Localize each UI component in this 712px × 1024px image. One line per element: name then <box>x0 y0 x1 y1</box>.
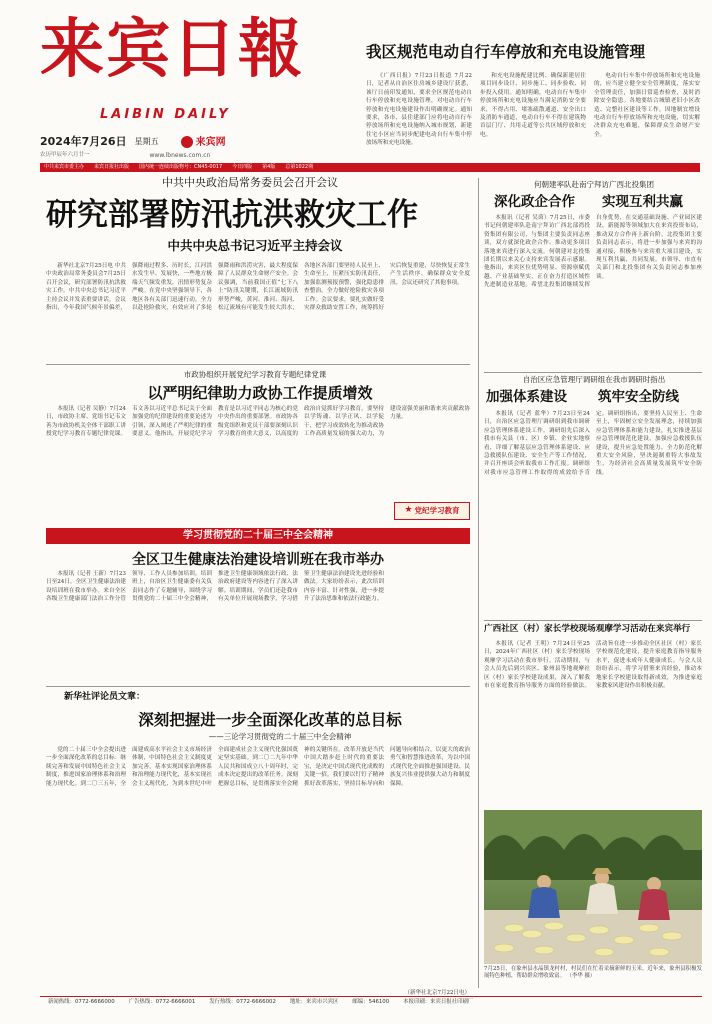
photo-illustration <box>484 810 702 964</box>
commentary-subhead: ——三论学习贯彻党的二十届三中全会精神 <box>208 732 352 741</box>
right-mid-headline-b: 筑牢安全防线 <box>598 389 679 405</box>
site-url[interactable]: www.lbnews.com.cn <box>149 151 211 159</box>
column-divider <box>478 178 479 988</box>
commentary-body: 党的二十届三中全会提出进一步全面深化改革的总目标：继续完善和发展中国特色社会主义制度，推进国家治理体系和治理能力现代化。到二〇三五年，全面建成高水平社会主义市场经济体制，中国特色社会主义制度更加完善，基本实现国家治理体系和治理能力现代化，基本实现社会主义现代化，为到本世纪中叶全面建成社会主义现代化强国奠定坚实基础。到二〇二九年中华人民共和国成立八十周年时，完成本决定提出的改革任务。深刻把握总目标，是贯彻落实全会精神的关键所在。改革开放是当代中国大踏步赶上时代的重要法宝，是决定中国式现代化成败的关键一招。我们要以钉钉子精神抓好改革落实，坚持目标导向和问题导向相结合，以更大的政治勇气和智慧推进改革，为以中国式现代化全面推进强国建设、民族复兴伟业提供强大动力和制度保障。 <box>46 747 470 787</box>
info-bar-item: 第4版 <box>262 164 276 171</box>
lunar-date: 农历甲辰年六月廿一 <box>40 152 90 158</box>
masthead-title: 来宾日報 <box>40 12 304 87</box>
site-logo-icon <box>181 136 193 148</box>
right-low-headline: 广西社区（村）家长学校现场观摩学习活动在来宾举行 <box>484 624 691 634</box>
footer-item: 地址：来宾市兴宾区 <box>289 998 339 1005</box>
masthead <box>40 12 340 159</box>
info-bar-item: 国内统一连续出版物号：CN45-0017 <box>139 164 223 171</box>
issue-weekday: 星期五 <box>134 137 159 147</box>
info-bar-item: 今日四版 <box>232 164 253 171</box>
right-mid-headline-a: 加强体系建设 <box>486 389 567 405</box>
top-story-col-1: 《广西日报》7月23日报道 7月22日，记者从自治区住房城乡建设厅获悉，该厅日前印发通知，要求全区规范电动自行车停放和充电设施管理，对电动自行车停放和充电设施建设作出明确规定。通知要求，各市、县住建部门应将电动自行车停放场所和充电设施纳入城市规划，新建住宅小区应当同步配建电动自行车集中停放场所和充电设施。 <box>366 73 472 147</box>
commission-body: 本报讯（记者 吴静）7月24日，市政协主席、党组书记韦文善为市政协机关全体干部职工讲授党纪学习教育专题纪律党课。韦文善以习近平总书记关于全面加强党的纪律建设的重要论述为引领，深入阐述了严明纪律的重要意义。他指出，开展党纪学习教育是以习近平同志为核心的党中央作出的重要部署。市政协各级党组织和党员干部要深刻认识学习教育的重大意义，以高度的政治自觉抓好学习教育。要坚持以学铸魂、以学正风、以学促干，把学习成效转化为推动政协工作高质量发展的强大动力，为建设富强美丽和谐来宾贡献政协力量。 <box>46 406 470 438</box>
lead-body: 新华社北京7月25日电 中共中央政治局常务委员会7月25日召开会议，研究部署防汛抗洪救灾工作。中共中央总书记习近平主持会议并发表重要讲话。会议指出，今年我国气候年景偏差，强降雨过程多、历时长，江河洪水发生早、发展快，一些地方极端天气频发重发，汛情形势复杂严峻。在党中央坚强领导下，各地区各有关部门迅速行动，全力以赴抢险救灾，有效应对了多轮强降雨和洪涝灾害，最大程度保障了人民群众生命财产安全。会议强调，当前我国正值“七下八上”防汛关键期，长江流域防汛形势严峻，黄河、淮河、海河、松辽流域有可能发生较大洪水，各地区各部门要坚持人民至上、生命至上，压紧压实防汛责任，加强监测预报预警，强化隐患排查整治，全力做好抢险救灾各项工作。会议要求，要扎实做好受灾群众救助安置工作，统筹抓好灾后恢复重建，尽快恢复正常生产生活秩序，确保群众安全度汛。会议还研究了其他事项。 <box>46 263 470 312</box>
commentary-headline: 深刻把握进一步全面深化改革的总目标 <box>138 711 402 729</box>
lead-divider <box>46 364 470 365</box>
footer-item: 邮编：546100 <box>352 998 390 1005</box>
footer-item: 本报印刷：来宾日报社印刷厂 <box>403 998 474 1005</box>
right-top-body: 本报讯（记者 吴茵）7月25日，市委书记何朝建率队赴南宁拜访广西北部湾投资集团有限公司，与集团主要负责同志座谈，双方就深化政企合作、推动更多项目落地来宾进行深入交流。何朝建对北投集团长期以来关心支持来宾发展表示感谢。他指出，来宾区位优势明显、资源禀赋优越、产业基础坚实，正在奋力打造区域性先进制造业基地。希望北投集团继续发挥自身优势，在交通基础设施、产业园区建设、新能源等领域加大在来宾投资布局，推动双方合作再上新台阶。北投集团主要负责同志表示，将进一步加强与来宾的沟通对接，积极参与来宾重大项目建设，实现互利共赢、共同发展。市领导、市直有关部门和北投集团有关负责同志参加座谈。 <box>484 215 702 289</box>
health-headline: 全区卫生健康法治建设培训班在我市举办 <box>132 552 384 568</box>
right-low-body: 本报讯（记者 王明）7月24日至25日，2024年广西社区（村）家长学校现场观摩学习活动在我市举行。活动期间，与会人员先后到兴宾区、象州县等地观摩社区（村）家长学校建设成果，深入了解我市在家庭教育指导服务方面的经验做法。活动旨在进一步推动全区社区（村）家长学校规范化建设，提升家庭教育指导服务水平，促进未成年人健康成长。与会人员纷纷表示，将学习借鉴来宾经验，推动本地家长学校建设取得新成效，为推进家庭家教家风建设作出积极贡献。 <box>484 641 702 690</box>
info-bar-item: 来宾日报社出版 <box>94 164 130 171</box>
commission-kicker: 市政协组织开展党纪学习教育专题纪律党课 <box>183 370 327 379</box>
top-story-col-3: 电动自行车集中停放场所和充电设施的，应当建立健全安全管理制度，落实安全管理责任，加强日常巡查检查，及时消除安全隐患。各地要结合城镇老旧小区改造、完整社区建设等工作，因地制宜增设电动自行车停放场所和充电设施，切实解决群众充电难题，保障群众生命财产安全。 <box>594 73 700 138</box>
footer-item: 广告热线：0772-6666001 <box>128 998 196 1005</box>
top-story-col-2: 和充电设施配建比例、确保新建居住项目同步设计、同步施工、同步验收、同步投入使用。通知明确，电动自行车集中停放场所和充电设施应当满足消防安全要求，不得占用、堵塞疏散通道、安全出口及消防车通道，电动自行车不得在建筑物首层门厅、共用走道等公共区域停放和充电。 <box>480 73 586 138</box>
issue-date: 2024年7月26日 <box>40 135 127 149</box>
top-story-headline: 我区规范电动自行车停放和充电设施管理 <box>366 43 646 61</box>
commission-headline: 以严明纪律助力政协工作提质增效 <box>147 384 373 402</box>
right-top-headline-b: 实现互利共赢 <box>602 194 683 210</box>
discipline-badge: ★ 党纪学习教育 <box>394 502 470 520</box>
lead-kicker: 中共中央政治局常务委员会召开会议 <box>162 176 338 189</box>
right-mid-divider <box>484 620 702 621</box>
right-mid-kicker: 自治区应急管理厅调研组在我市调研时指出 <box>522 375 666 384</box>
footer-bar <box>40 996 702 1008</box>
footer-item: 新闻热线：0772-6666000 <box>48 998 115 1005</box>
site-logo[interactable]: 来宾网 <box>181 136 226 149</box>
right-top-headline-a: 深化政企合作 <box>494 194 575 210</box>
lead-headline: 研究部署防汛抗洪救灾工作 <box>46 197 418 233</box>
badge-star-icon: ★ <box>404 505 413 516</box>
commentary-source: （新华社北京7月22日电） <box>404 990 470 996</box>
corn-harvest-photo <box>484 810 702 964</box>
section-banner: 学习贯彻党的二十届三中全会精神 <box>46 528 470 544</box>
footer-item: 发行热线：0772-6666002 <box>209 998 276 1005</box>
photo-caption: 7月25日，在象州县水晶镇龙村村，村民们在忙着采摘新鲜的玉米。近年来，象州县积极发展特色种植，帮助群众增收致富。 （李华 摄） <box>484 966 702 980</box>
right-mid-body: 本报讯（记者 蓝华）7月23日至24日，自治区应急管理厅调研组到我市调研应急管理体系建设工作。调研组先后深入我市有关县（市、区）乡镇、企业实地察看，详细了解基层应急管理体系建设、应急救援队伍建设、安全生产等工作情况，并召开座谈会听取我市工作汇报。调研组对我市应急管理工作取得的成效给予肯定。调研组指出，要坚持人民至上、生命至上，牢固树立安全发展理念，持续加强应急管理体系和能力建设，扎实推进基层应急管理规范化建设，加强应急救援队伍建设，提升应急处置能力，全力防范化解重大安全风险，坚决遏制重特大事故发生，为经济社会高质量发展筑牢安全防线。 <box>484 411 702 476</box>
lead-subhead: 中共中央总书记习近平主持会议 <box>167 238 343 253</box>
info-bar <box>40 163 700 172</box>
right-top-divider <box>484 372 702 373</box>
health-body: 本报讯（记者 王新）7月23日至24日，全区卫生健康法治建设培训班在我市举办。来自全区各级卫生健康部门法治工作分管领导、工作人员参加培训。培训班上，自治区卫生健康委有关负责同志作了专题辅导，围绕学习贯彻党的二十届三中全会精神，推进卫生健康领域依法行政、法治政府建设等内容进行了深入讲解。培训期间，学员们还赴我市有关单位开展现场教学，学习借鉴卫生健康法治建设先进经验和做法。大家纷纷表示，此次培训内容丰富、针对性强，进一步提升了法治思维和依法行政能力。 <box>46 571 384 603</box>
commentary-kicker: 新华社评论员文章： <box>64 692 146 702</box>
health-divider <box>46 686 470 687</box>
info-bar-item: 中共来宾市委主办 <box>44 164 85 171</box>
right-top-kicker: 何朝建率队赴南宁拜访广西北投集团 <box>534 180 654 189</box>
masthead-pinyin: LAIBIN DAILY <box>100 107 231 122</box>
info-bar-item: 总第1022期 <box>285 164 314 171</box>
